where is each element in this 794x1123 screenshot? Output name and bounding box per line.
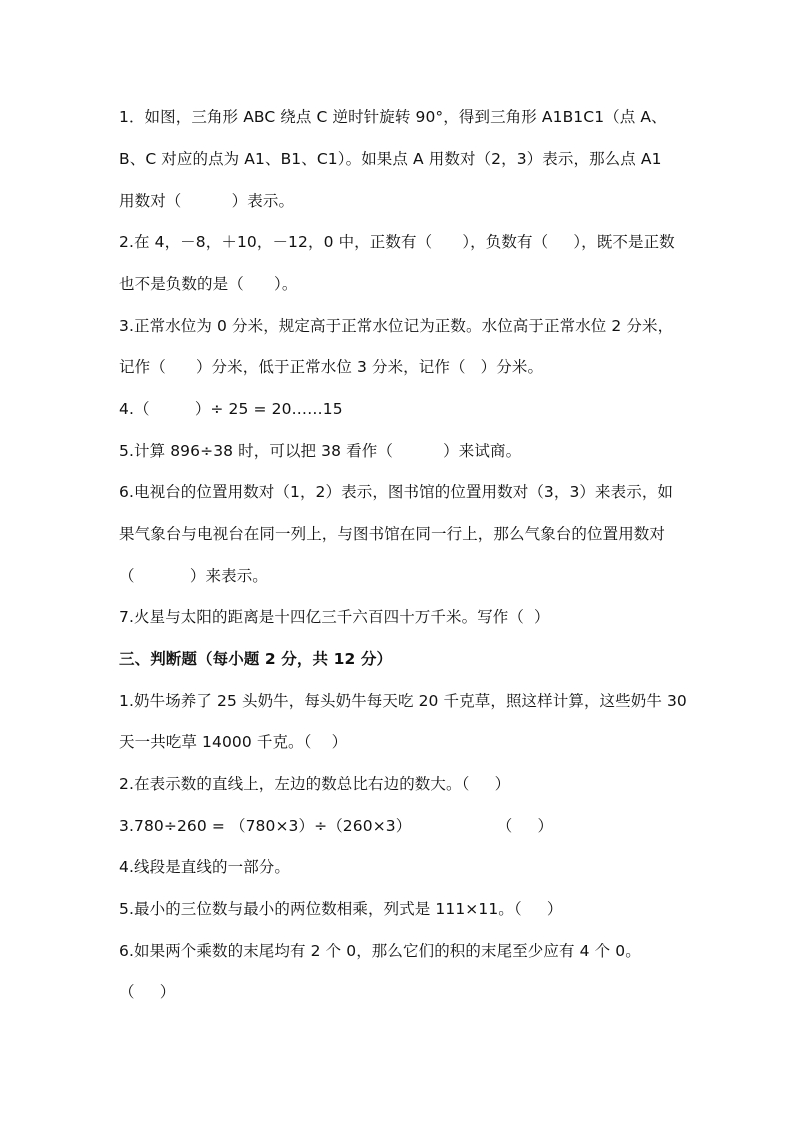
judgement-6-line-1: 6.如果两个乘数的末尾均有 2 个 0，那么它们的积的末尾至少应有 4 个 0。: [119, 942, 641, 960]
judgement-1-line-1: 1.奶牛场养了 25 头奶牛，每头奶牛每天吃 20 千克草，照这样计算，这些奶牛 30: [119, 692, 687, 710]
question-2-line-2: 也不是负数的是（ ）。: [119, 275, 298, 293]
question-5: 5.计算 896÷38 时，可以把 38 看作（ ）来试商。: [119, 442, 522, 460]
section-heading-true-false: 三、判断题（每小题 2 分，共 12 分）: [119, 650, 393, 668]
question-3-line-2: 记作（ ）分米，低于正常水位 3 分米，记作（ ）分米。: [119, 358, 544, 376]
judgement-3: 3.780÷260 = （780×3）÷（260×3） （ ）: [119, 817, 554, 835]
question-1-line-1: 1．如图，三角形 ABC 绕点 C 逆时针旋转 90°，得到三角形 A1B1C1（点 A、: [119, 108, 667, 126]
question-2-line-1: 2.在 4，－8，＋10，－12，0 中，正数有（ ），负数有（ ），既不是正数: [119, 233, 675, 251]
judgement-6-line-2: （ ）: [119, 983, 176, 1001]
question-1-line-2: B、C 对应的点为 A1、B1、C1）。如果点 A 用数对（2，3）表示，那么点 A1: [119, 150, 662, 168]
question-7: 7.火星与太阳的距离是十四亿三千六百四十万千米。写作（ ）: [119, 608, 550, 626]
question-4: 4.（ ）÷ 25 = 20……15: [119, 400, 343, 418]
judgement-5: 5.最小的三位数与最小的两位数相乘，列式是 111×11。（ ）: [119, 900, 563, 918]
question-6-line-1: 6.电视台的位置用数对（1，2）表示，图书馆的位置用数对（3，3）来表示，如: [119, 483, 674, 501]
judgement-4: 4.线段是直线的一部分。: [119, 858, 290, 876]
question-6-line-3: （ ）来表示。: [119, 567, 268, 585]
question-1-line-3: 用数对（ ）表示。: [119, 192, 295, 210]
question-6-line-2: 果气象台与电视台在同一列上，与图书馆在同一行上，那么气象台的位置用数对: [119, 525, 666, 543]
question-3-line-1: 3.正常水位为 0 分米，规定高于正常水位记为正数。水位高于正常水位 2 分米，: [119, 317, 674, 335]
judgement-2: 2.在表示数的直线上，左边的数总比右边的数大。（ ）: [119, 775, 511, 793]
judgement-1-line-2: 天一共吃草 14000 千克。（ ）: [119, 733, 348, 751]
